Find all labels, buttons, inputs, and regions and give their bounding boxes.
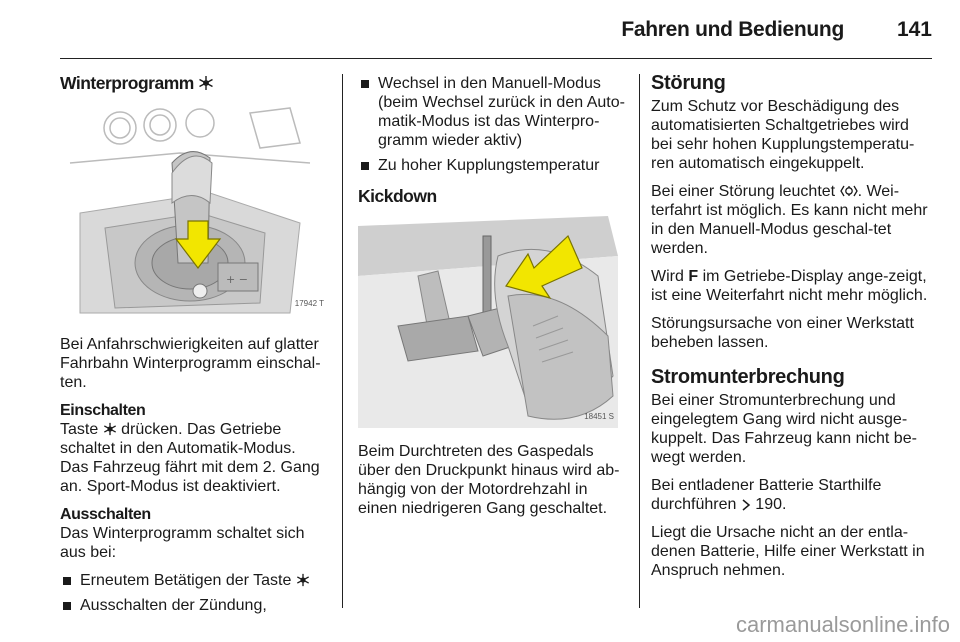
section-title-winterprogramm [60,74,328,93]
list-item: Zu hoher Kupplungstemperatur [358,156,628,175]
column-divider [639,74,640,608]
snowflake-icon [296,573,310,587]
list-item: Ausschalten der Zündung, [60,596,328,615]
strom-paragraph-2 [651,476,931,514]
list-item [60,571,328,590]
column-2 [358,74,628,527]
figure-code: 18451 S [584,412,614,421]
page-number: 141 [896,18,932,41]
watermark: carmanualsonline.info [735,612,950,637]
stoerung-text-pre: Bei einer Störung leuchtet [651,183,836,200]
column-1 [60,74,328,621]
list-item: Wechsel in den Manuell-Modus (beim Wechsel zurück in den Auto-matik-Modus ist das Winterpro-gramm wieder aktiv) [358,74,628,150]
section-title-stromunterbrechung: Stromunterbrechung [651,366,845,388]
intro-paragraph: Bei Anfahrschwierigkeiten auf glatter Fahrbahn Winterprogramm einschal-ten. [60,336,321,391]
section-title-kickdown: Kickdown [358,186,437,206]
stoerung-paragraph-4: Störungsursache von einer Werkstatt beheben lassen. [651,315,914,351]
page-reference-link[interactable]: 190. [755,496,787,513]
einschalten-text-pre: Taste [60,421,99,438]
section-title-stoerung: Störung [651,72,726,94]
section-title-text: Winterprogramm [60,73,194,93]
snowflake-icon [103,422,117,436]
subheading-ausschalten: Ausschalten [60,506,151,523]
svg-text:+ −: + − [226,273,248,286]
gear-selector-drawing [60,103,328,315]
list-item-text: Erneutem Betätigen der Taste [80,572,292,589]
transmission-warning-icon [840,184,858,198]
gear-selector-illustration [60,103,328,315]
pedal-drawing [358,216,618,428]
figure-code: 17942 T [294,299,324,308]
kickdown-paragraph: Beim Durchtreten des Gaspedals über den Druckpunkt hinaus wird ab-hängig von der Motordrehzahl in einen niedrigeren Gang geschaltet. [358,443,620,517]
stoerung-text-post: . Wei-terfahrt ist möglich. Es kann nicht mehr in den Manuell-Modus geschal-tet werden. [651,183,928,257]
column-divider [342,74,343,608]
column-3 [651,74,931,589]
stoerung-text-post: im Getriebe-Display ange-zeigt, ist eine Weiterfahrt nicht mehr möglich. [651,268,928,304]
snowflake-icon [198,75,214,91]
pedal-illustration [358,216,618,428]
strom-paragraph-3: Liegt die Ursache nicht an der entla-denen Batterie, Hilfe einer Werkstatt in Anspruch nehmen. [651,524,925,579]
stoerung-paragraph-1: Zum Schutz vor Beschädigung des automatisierten Schaltgetriebes wird bei sehr hohen Kupplungstemperatu-ren automatisch eingekuppelt. [651,98,915,172]
strom-paragraph-1: Bei einer Stromunterbrechung und eingelegtem Gang wird nicht ausge-kuppelt. Das Fahrzeug kann nicht be-wegt werden. [651,392,917,466]
header-divider [60,58,932,59]
stoerung-paragraph-2 [651,182,931,258]
display-letter: F [688,268,699,285]
subheading-einschalten: Einschalten [60,402,146,419]
einschalten-text-post: drücken. Das Getriebe schaltet in den Automatik-Modus. Das Fahrzeug fährt mit dem 2. Gang an. Sport-Modus ist deaktiviert. [60,421,320,495]
page-reference-icon [741,499,751,511]
stoerung-text-pre: Wird [651,268,684,285]
ausschalten-paragraph: Das Winterprogramm schaltet sich aus bei: [60,525,305,561]
strom-text-pre: Bei entladener Batterie Starthilfe durchführen [651,477,882,513]
stoerung-paragraph-3 [651,267,931,305]
einschalten-paragraph [60,420,328,496]
page-header-title: Fahren und Bedienung [621,18,844,41]
